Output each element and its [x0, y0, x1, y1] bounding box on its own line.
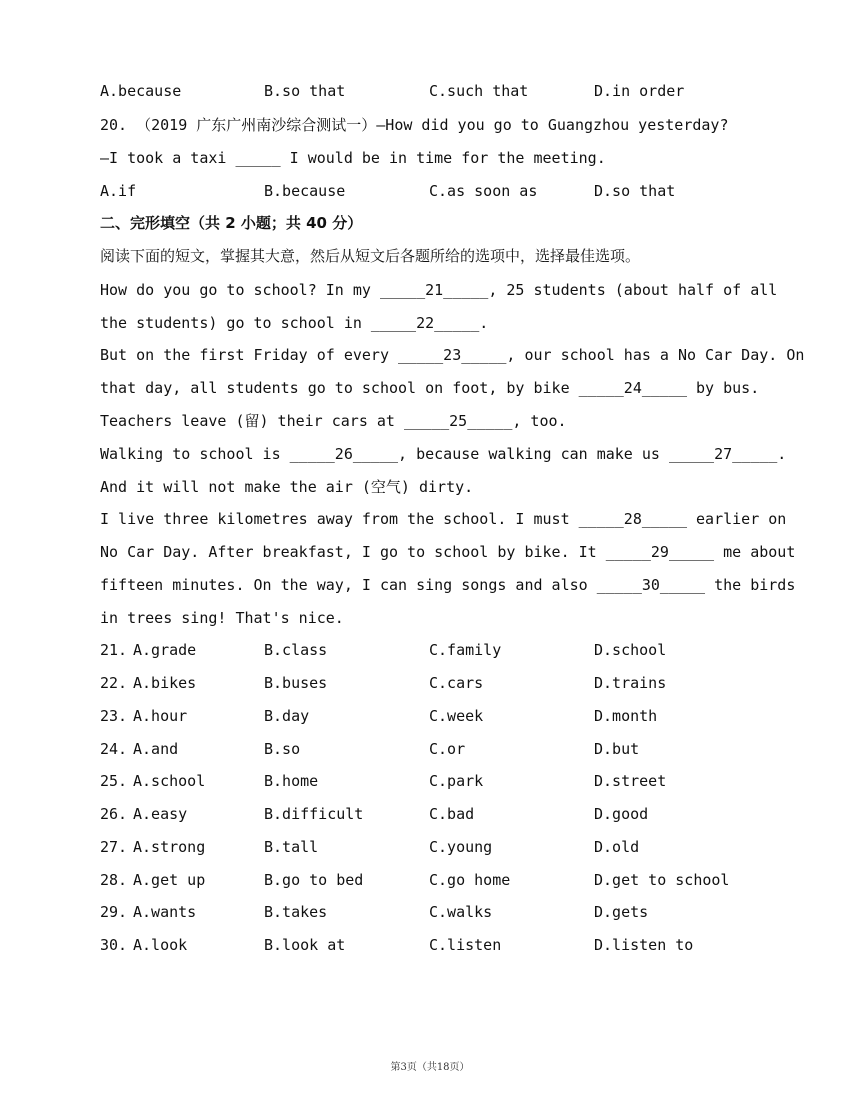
option-d: D.trains: [594, 674, 667, 692]
question-row: [100, 935, 780, 955]
option-c: C.as soon as: [429, 182, 538, 200]
passage-line: And it will not make the air (空气) dirty.: [100, 478, 474, 496]
option-d: D.good: [594, 805, 649, 823]
option-a: A.if: [100, 182, 137, 200]
option-c: C.or: [429, 740, 466, 758]
question-row: [100, 673, 780, 693]
option-a: A.because: [100, 82, 182, 100]
q20-stem-line1: 20. （2019 广东广州南沙综合测试一）—How did you go to Guangzhou yesterday?: [100, 116, 729, 134]
option-a: A.school: [133, 772, 206, 790]
option-a: A.easy: [133, 805, 188, 823]
passage-line: fifteen minutes. On the way, I can sing songs and also _____30_____ the birds: [100, 576, 796, 594]
q20-options: [100, 181, 780, 201]
option-a: A.strong: [133, 838, 206, 856]
option-d: D.school: [594, 641, 667, 659]
question-number: 22.: [100, 674, 128, 692]
question-number: 24.: [100, 740, 128, 758]
passage-line: I live three kilometres away from the school. I must _____28_____ earlier on: [100, 510, 787, 528]
option-b: B.buses: [264, 674, 328, 692]
option-c: C.listen: [429, 936, 502, 954]
option-d: D.gets: [594, 903, 649, 921]
option-b: B.class: [264, 641, 328, 659]
question-row: [100, 640, 780, 660]
option-b: B.go to bed: [264, 871, 364, 889]
passage-line: How do you go to school? In my _____21_____, 25 students (about half of all: [100, 281, 778, 299]
q19-options: [100, 81, 780, 101]
question-row: [100, 870, 780, 890]
option-d: D.so that: [594, 182, 676, 200]
question-number: 26.: [100, 805, 128, 823]
option-c: C.walks: [429, 903, 493, 921]
section-title: 二、完形填空（共 2 小题；共 40 分）: [100, 214, 363, 232]
option-c: C.week: [429, 707, 484, 725]
option-b: B.so that: [264, 82, 346, 100]
option-b: B.so: [264, 740, 301, 758]
option-b: B.home: [264, 772, 319, 790]
passage-line: the students) go to school in _____22_____.: [100, 314, 489, 332]
question-number: 23.: [100, 707, 128, 725]
option-b: B.takes: [264, 903, 328, 921]
question-number: 30.: [100, 936, 128, 954]
question-number: 25.: [100, 772, 128, 790]
question-row: [100, 902, 780, 922]
option-c: C.family: [429, 641, 502, 659]
question-row: [100, 706, 780, 726]
option-c: C.young: [429, 838, 493, 856]
question-number: 29.: [100, 903, 128, 921]
option-d: D.month: [594, 707, 658, 725]
option-d: D.street: [594, 772, 667, 790]
option-d: D.old: [594, 838, 640, 856]
option-c: C.such that: [429, 82, 529, 100]
option-d: D.in order: [594, 82, 685, 100]
option-c: C.cars: [429, 674, 484, 692]
option-a: A.hour: [133, 707, 188, 725]
question-number: 21.: [100, 641, 128, 659]
passage-line: Walking to school is _____26_____, because walking can make us _____27_____.: [100, 445, 787, 463]
option-c: C.go home: [429, 871, 511, 889]
option-a: A.look: [133, 936, 188, 954]
option-b: B.difficult: [264, 805, 364, 823]
passage-line: But on the first Friday of every _____23_____, our school has a No Car Day. On: [100, 346, 805, 364]
option-d: D.but: [594, 740, 640, 758]
passage-line: Teachers leave (留) their cars at _____25_____, too.: [100, 412, 567, 430]
option-b: B.because: [264, 182, 346, 200]
passage-line: No Car Day. After breakfast, I go to school by bike. It _____29_____ me about: [100, 543, 796, 561]
section-instruction: 阅读下面的短文，掌握其大意，然后从短文后各题所给的选项中，选择最佳选项。: [100, 247, 641, 265]
q20-stem-line2: —I took a taxi _____ I would be in time for the meeting.: [100, 149, 606, 167]
question-number: 27.: [100, 838, 128, 856]
option-d: D.listen to: [594, 936, 694, 954]
question-row: [100, 739, 780, 759]
option-a: A.bikes: [133, 674, 197, 692]
option-b: B.look at: [264, 936, 346, 954]
option-a: A.get up: [133, 871, 206, 889]
option-a: A.wants: [133, 903, 197, 921]
question-row: [100, 804, 780, 824]
question-row: [100, 837, 780, 857]
option-b: B.tall: [264, 838, 319, 856]
option-a: A.and: [133, 740, 179, 758]
option-d: D.get to school: [594, 871, 730, 889]
question-row: [100, 771, 780, 791]
option-a: A.grade: [133, 641, 197, 659]
option-c: C.bad: [429, 805, 475, 823]
option-b: B.day: [264, 707, 310, 725]
option-c: C.park: [429, 772, 484, 790]
page-footer: 第3页（共18页）: [390, 1062, 470, 1073]
passage-line: in trees sing! That's nice.: [100, 609, 344, 627]
question-number: 28.: [100, 871, 128, 889]
passage-line: that day, all students go to school on foot, by bike _____24_____ by bus.: [100, 379, 760, 397]
